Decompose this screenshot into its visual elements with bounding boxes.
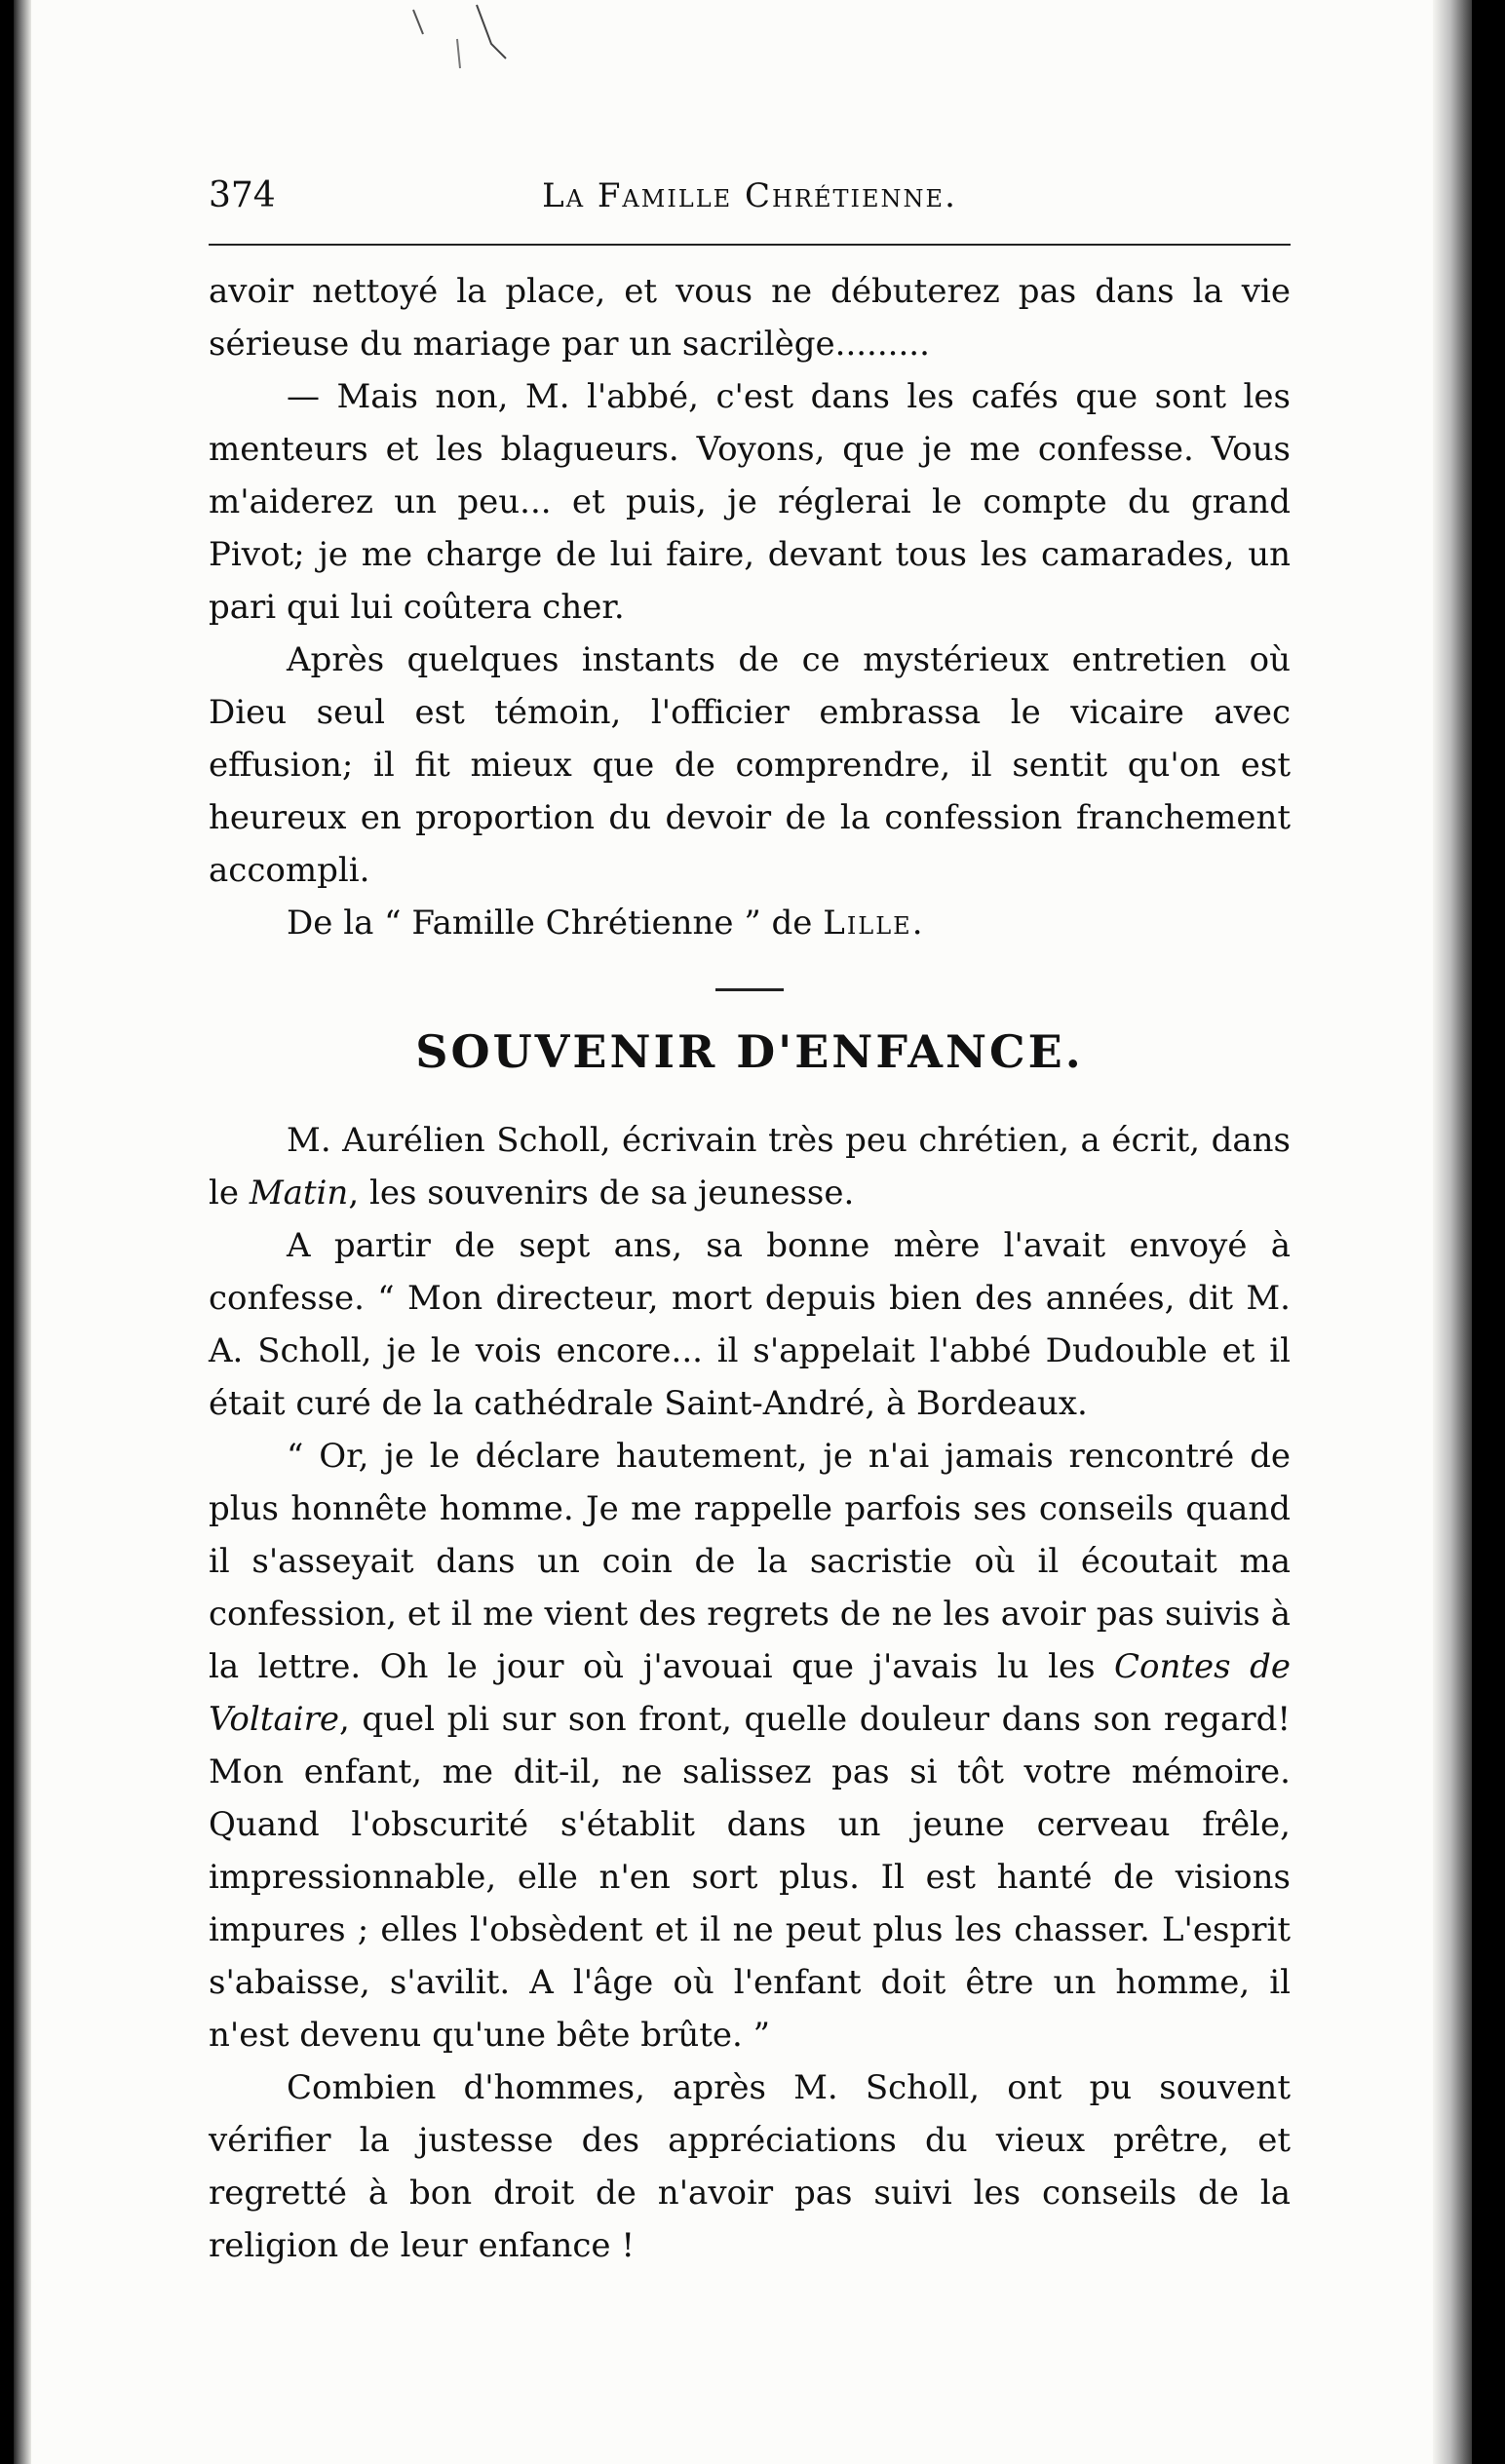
- source-city: Lille.: [823, 904, 925, 943]
- page-right-edge-shadow: [1433, 0, 1472, 2464]
- body-text: [209, 265, 1291, 2272]
- intro-text-end: , les souvenirs de sa jeunesse.: [348, 1174, 855, 1213]
- text-block: [209, 175, 1291, 2272]
- paragraph-continuation: avoir nettoyé la place, et vous ne débuterez pas dans la vie sérieuse du mariage par un sacrilège.........: [209, 272, 1291, 364]
- scan-specks-icon: [384, 0, 598, 78]
- running-head: [209, 175, 1291, 246]
- source-attribution: [209, 897, 1291, 949]
- quote-text-end: , quel pli sur son front, quelle douleur dans son regard! Mon enfant, me dit-il, ne salissez pas si tôt votre mémoire. Quand l'obscurité s'établit dans un jeune cerveau frêle, impressionnable, elle n'en sort plus. Il est hanté de visions impures ; elles l'obsèdent et il ne peut plus les chasser. L'esprit s'abaisse, s'avilit. A l'âge où l'enfant doit être un homme, il n'est devenu qu'une bête brûte. ”: [209, 1700, 1291, 2055]
- intro-text: M. Aurélien Scholl, écrivain très peu chrétien, a écrit, dans le: [209, 1121, 1291, 1213]
- book-title: Contes de Voltaire: [209, 1647, 1291, 1739]
- paragraph-conclusion: Combien d'hommes, après M. Scholl, ont pu souvent vérifier la justesse des appréciations du vieux prêtre, et regretté à bon droit de n'avoir pas suivi les conseils de la religion de leur enfance !: [209, 2068, 1291, 2265]
- book-page: [14, 0, 1472, 2464]
- running-title: La Famille Chrétienne.: [542, 176, 957, 215]
- paragraph-confession-scene: Après quelques instants de ce mystérieux entretien où Dieu seul est témoin, l'officier embrassa le vicaire avec effusion; il fit mieux que de comprendre, il sentit qu'on est heureux en proportion du devoir de la confession franchement accompli.: [209, 640, 1291, 890]
- quote-text: “ Or, je le déclare hautement, je n'ai jamais rencontré de plus honnête homme. Je me rappelle parfois ses conseils quand il s'asseyait dans un coin de la sacristie où il écoutait ma confession, et il me vient des regrets de ne les avoir pas suivis à la lettre. Oh le jour où j'avouai que j'avais lu les: [209, 1437, 1291, 1686]
- paragraph-quote: [209, 1430, 1291, 2061]
- page-left-edge-shadow: [14, 0, 31, 2464]
- paragraph-dialogue: — Mais non, M. l'abbé, c'est dans les cafés que sont les menteurs et les blagueurs. Voyons, que je me confesse. Vous m'aiderez un peu... et puis, je réglerai le compte du grand Pivot; je me charge de lui faire, devant tous les camarades, un pari qui lui coûtera cher.: [209, 377, 1291, 627]
- section-title: SOUVENIR D'ENFANCE.: [415, 1025, 1084, 1078]
- page-number: 374: [209, 175, 276, 215]
- section-divider: [715, 988, 784, 991]
- paragraph-intro: [209, 1114, 1291, 1219]
- paragraph-childhood-confession: A partir de sept ans, sa bonne mère l'avait envoyé à confesse. “ Mon directeur, mort depuis bien des années, dit M. A. Scholl, je le vois encore... il s'appelait l'abbé Dudouble et il était curé de la cathédrale Saint-André, à Bordeaux.: [209, 1226, 1291, 1423]
- source-prefix: De la “ Famille Chrétienne ” de: [287, 904, 824, 943]
- newspaper-title: Matin: [249, 1174, 349, 1213]
